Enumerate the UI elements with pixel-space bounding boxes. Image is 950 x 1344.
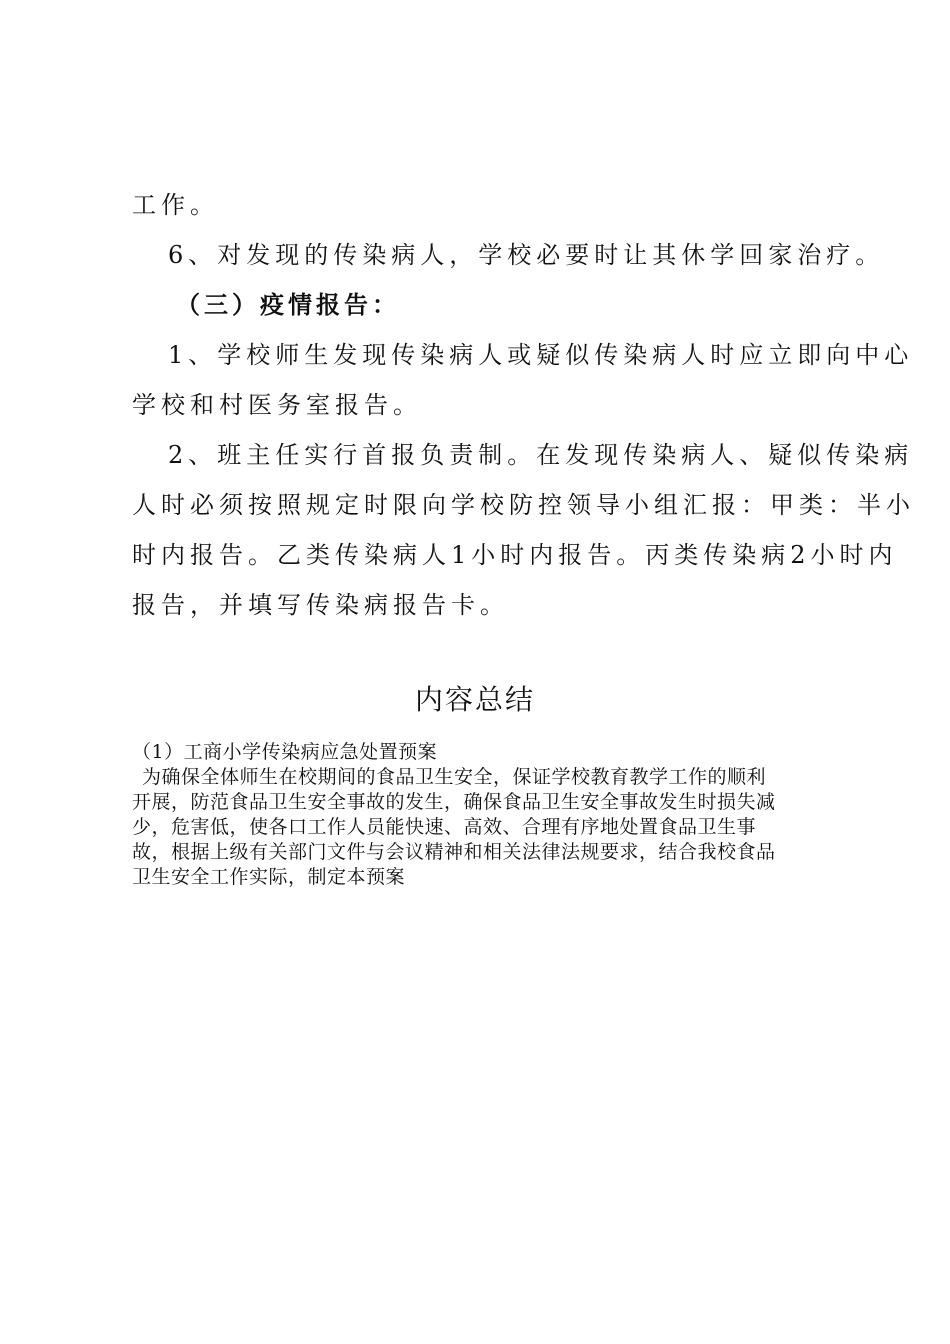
summary-text (132, 740, 832, 890)
summary-line: 卫生安全工作实际，制定本预案 (132, 866, 406, 888)
summary-line: 故，根据上级有关部门文件与会议精神和相关法律法规要求，结合我校食品 (132, 841, 776, 863)
body-line-continuation: 工作。 (132, 191, 219, 219)
body-line-item-2-cont-2: 时内报告。乙类传染病人1小时内报告。丙类传染病2小时内 (132, 541, 898, 569)
body-line-item-1-cont: 学校和村医务室报告。 (132, 391, 422, 419)
body-line-item-6: 6、对发现的传染病人，学校必要时让其休学回家治疗。 (168, 241, 885, 269)
body-line-item-2-cont-3: 报告，并填写传染病报告卡。 (132, 591, 509, 619)
body-text (132, 180, 915, 630)
body-line-item-1: 1、学校师生发现传染病人或疑似传染病人时应立即向中心 (168, 341, 914, 369)
summary-line: 开展，防范食品卫生安全事故的发生，确保食品卫生安全事故发生时损失减 (132, 791, 776, 813)
body-line-item-2: 2、班主任实行首报负责制。在发现传染病人、疑似传染病 (168, 441, 914, 469)
summary-line: 为确保全体师生在校期间的食品卫生安全，保证学校教育教学工作的顺利 (142, 766, 767, 788)
summary-line: 少，危害低，使各口工作人员能快速、高效、合理有序地处置食品卫生事 (132, 816, 757, 838)
section-heading-epidemic-report: （三）疫情报告： (176, 290, 400, 319)
summary-title: 内容总结 (414, 683, 535, 716)
summary-line-heading: （1）工商小学传染病应急处置预案 (132, 741, 438, 763)
body-line-item-2-cont-1: 人时必须按照规定时限向学校防控领导小组汇报：甲类：半小 (132, 491, 915, 519)
